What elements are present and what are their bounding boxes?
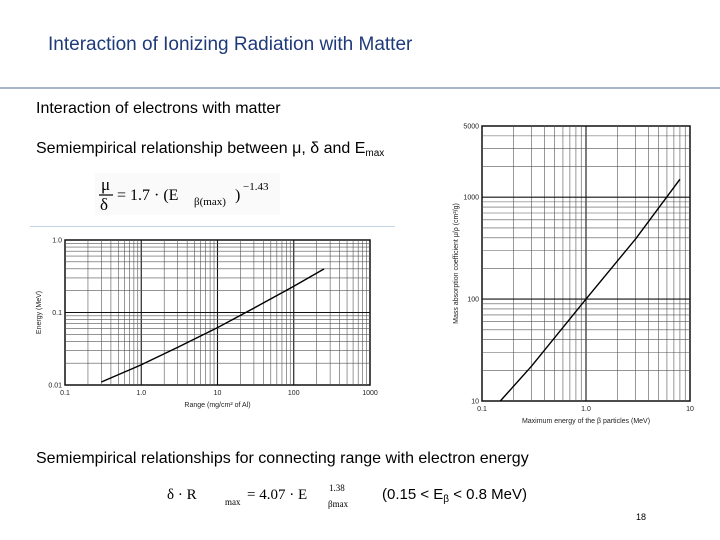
eq1-close: )	[235, 187, 241, 204]
y-tick-label: 10	[471, 398, 479, 406]
x-tick-label: 1.0	[136, 390, 147, 397]
y-tick-label: 0.1	[52, 310, 62, 317]
x-axis-label: Range (mg/cm² of Al)	[184, 402, 251, 409]
note-part-b: < 0.8 MeV)	[449, 486, 528, 503]
eq1-numerator: μ	[101, 175, 111, 194]
y-axis-label: Energy (MeV)	[36, 290, 43, 335]
note-sub: β	[443, 494, 450, 505]
caption-text: Semiempirical relationships for connecting range with electron energy	[36, 450, 529, 467]
x-tick-label: 10	[213, 390, 222, 397]
x-tick-label: 10	[686, 406, 694, 413]
eq1-rhs: = 1.7 · (E	[117, 187, 179, 204]
y-tick-label: 1000	[463, 194, 479, 202]
note-part-a: (0.15 < E	[382, 486, 444, 503]
eq1-denominator: δ	[100, 195, 109, 214]
x-tick-label: 100	[287, 390, 300, 397]
energy-range-note	[382, 486, 527, 505]
slide-title: Interaction of Ionizing Radiation with Matter	[48, 34, 413, 55]
page-number: 18	[636, 512, 647, 522]
x-tick-label: 1000	[362, 390, 378, 397]
relation-text: Semiempirical relationship between μ, δ and E	[36, 140, 366, 157]
section-heading: Interaction of electrons with matter	[36, 100, 281, 117]
y-tick-label: 100	[467, 296, 479, 304]
x-tick-label: 0.1	[60, 390, 70, 397]
y-tick-label: 1.0	[52, 237, 62, 245]
x-tick-label: 1.0	[581, 406, 591, 413]
relation-line	[36, 140, 384, 159]
eq2-rhs: = 4.07 · E	[247, 487, 308, 503]
eq2-lhs: δ · R	[167, 487, 197, 503]
y-axis-label: Mass absorption coefficient μ/ρ (cm²/g)	[453, 203, 460, 324]
eq2-rhs-subscript: βmax	[328, 499, 349, 509]
equation-range-energy	[165, 480, 380, 510]
equation-separator	[30, 226, 395, 227]
eq1-exponent: −1.43	[243, 181, 269, 193]
range-energy-chart	[30, 228, 395, 413]
x-axis-label: Maximum energy of the β particles (MeV)	[521, 418, 651, 425]
y-tick-label: 0.01	[48, 382, 62, 390]
eq1-subscript: β(max)	[194, 196, 226, 208]
y-tick-label: 5000	[463, 123, 479, 131]
eq2-exponent: 1.38	[329, 483, 345, 493]
absorption-energy-chart	[455, 118, 705, 428]
title-divider	[0, 87, 720, 89]
relation-subscript: max	[365, 148, 385, 159]
eq2-lhs-subscript: max	[225, 497, 241, 507]
x-tick-label: 0.1	[477, 406, 487, 413]
equation-mu-delta	[95, 173, 280, 215]
